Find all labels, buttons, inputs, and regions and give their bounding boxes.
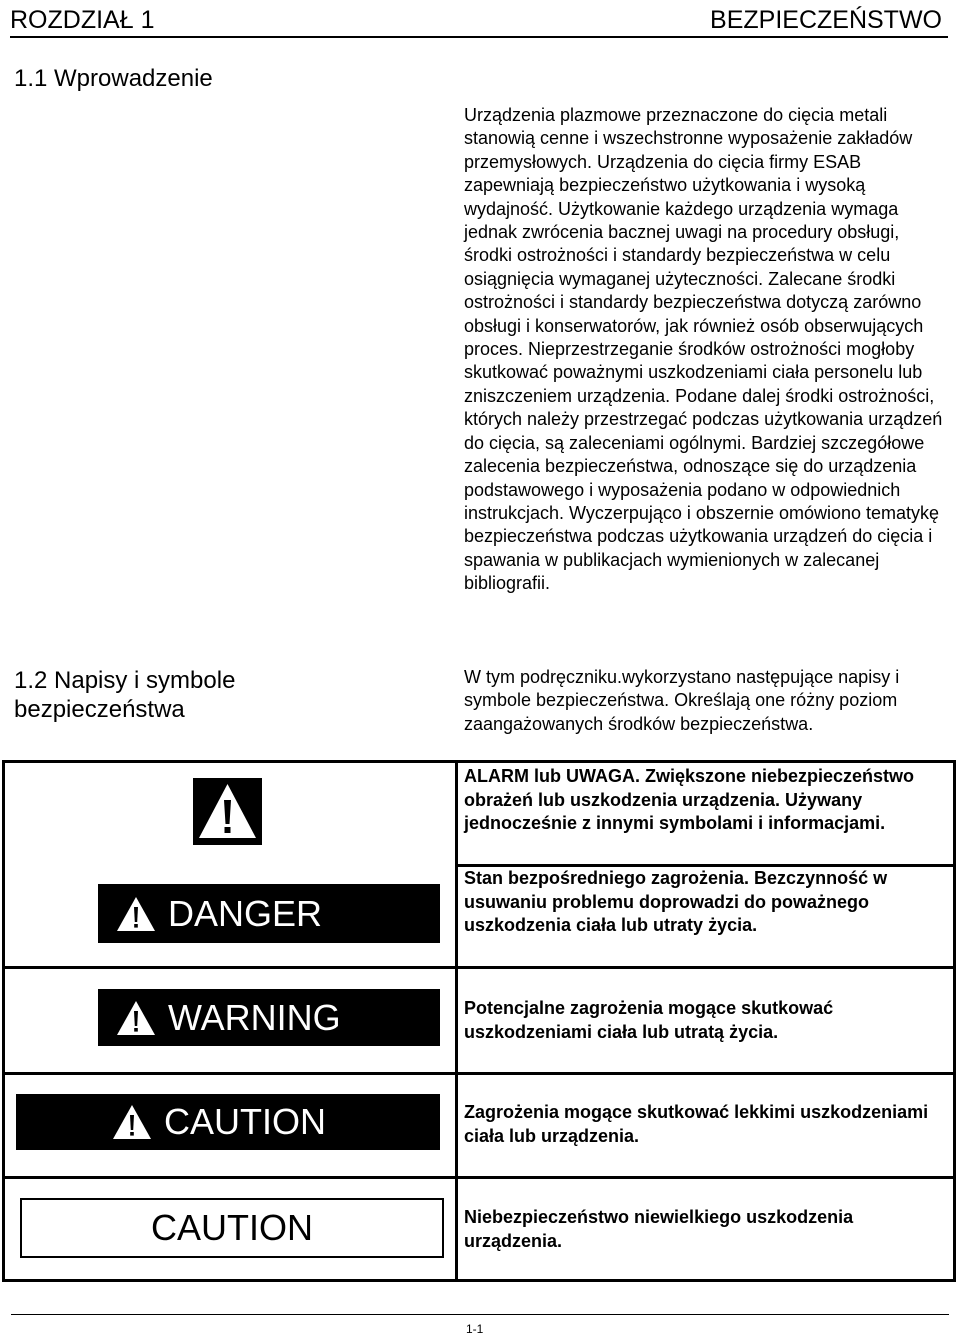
- warning-triangle-icon: [116, 896, 156, 932]
- table-border-top: [2, 760, 956, 763]
- caution-outline-label: CAUTION: [151, 1207, 313, 1248]
- caution-label: CAUTION: [164, 1101, 326, 1142]
- warning-triangle-icon: [116, 1000, 156, 1036]
- table-divider: [2, 966, 956, 969]
- table-divider: [2, 1176, 956, 1179]
- table-divider: [2, 1072, 956, 1075]
- table-border-left: [2, 760, 5, 1282]
- section-title-symbols: [14, 666, 235, 724]
- danger-label: DANGER: [168, 892, 323, 934]
- table-column-divider: [455, 760, 458, 1282]
- symbol-description-caution: Zagrożenia mogące skutkować lekkimi uszkodzeniami ciała lub urządzenia.: [464, 1102, 929, 1146]
- caution-banner: [16, 1094, 440, 1150]
- table-border-bottom: [2, 1279, 956, 1282]
- caution-outline-banner: [20, 1198, 444, 1258]
- table-border-right: [953, 760, 956, 1282]
- chapter-title: BEZPIECZEŃSTWO: [710, 6, 942, 34]
- symbol-description-alarm: ALARM lub UWAGA. Zwiększone niebezpieczeństwo obrażeń lub uszkodzenia urządzenia. Używany jednocześnie z innymi symbolami i informacjami.: [464, 766, 915, 833]
- section-title-line1: 1.2 Napisy i symbole: [14, 667, 236, 694]
- symbols-intro-paragraph: W tym podręczniku.wykorzystano następujące napisy i symbole bezpieczeństwa. Określają one różny poziom zaangażowanych środków bezpieczeństwa.: [464, 667, 900, 734]
- symbol-description-caution-equipment: Niebezpieczeństwo niewielkiego uszkodzenia urządzenia.: [464, 1207, 854, 1251]
- section-title-line2: bezpieczeństwa: [14, 696, 185, 723]
- warning-banner: [98, 989, 440, 1046]
- warning-symbol: [193, 778, 262, 845]
- warning-label: WARNING: [168, 996, 341, 1038]
- introduction-paragraph: Urządzenia plazmowe przeznaczone do cięcia metali stanowią cenne i wszechstronne wyposażenie zakładów przemysłowych. Urządzenia do cięcia firmy ESAB zapewniają bezpieczeństwo użytkowania i wysoką wydajność. Użytkowanie każdego urządzenia wymaga jednak zwrócenia bacznej uwagi na procedury obsługi, środki ostrożności i standardy bezpieczeństwa w celu osiągnięcia wymaganej użyteczności. Zalecane środki ostrożności i standardy bezpieczeństwa dotyczą zarówno obsługi i konserwatorów, jak również osób obserwujących proces. Nieprzestrzeganie środków ostrożności mogłoby skutkować poważnymi uszkodzeniami ciała personelu lub zniszczeniem urządzenia. Podane dalej środki ostrożności, których należy przestrzegać podczas użytkowania urządzeń do cięcia, są zaleceniami ogólnymi. Bardziej szczegółowe zalecenia bezpieczeństwa, odnoszące się do urządzenia podstawowego i wyposażenia podano w odpowiednich instrukcjach. Wyczerpująco i obszernie omówiono tematykę bezpieczeństwa podczas użytkowania urządzeń do cięcia i spawania w publikacjach wymienionych w zalecanej bibliografii.: [464, 105, 943, 594]
- chapter-label: ROZDZIAŁ 1: [10, 6, 155, 34]
- footer-rule: [11, 1314, 949, 1315]
- symbol-description-warning: Potencjalne zagrożenia mogące skutkować uszkodzeniami ciała lub utratą życia.: [464, 998, 834, 1042]
- section-title-introduction: 1.1 Wprowadzenie: [14, 65, 213, 92]
- danger-banner: [98, 884, 440, 943]
- page-header: [10, 4, 948, 38]
- warning-triangle-icon: [112, 1104, 152, 1140]
- page-number: 1-1: [466, 1322, 484, 1336]
- symbol-description-danger: Stan bezpośredniego zagrożenia. Bezczynność w usuwaniu problemu doprowadzi do poważnego uszkodzenia ciała lub utraty życia.: [464, 868, 888, 935]
- warning-triangle-icon: [193, 778, 262, 845]
